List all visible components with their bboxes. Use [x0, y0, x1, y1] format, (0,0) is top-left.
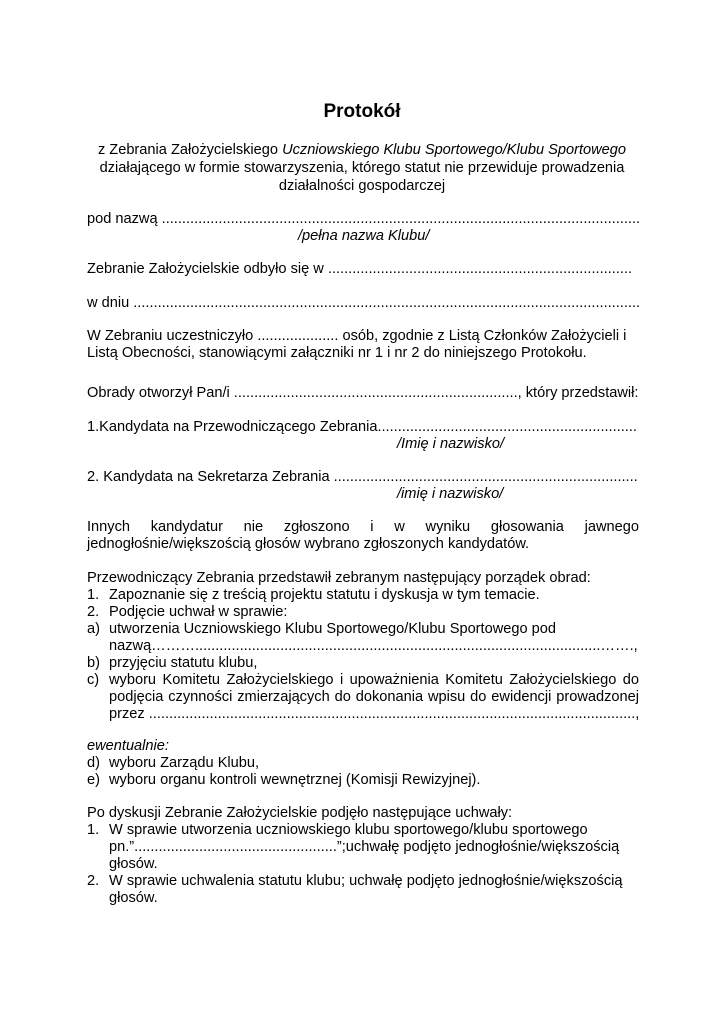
club-name-hint: /pełna nazwa Klubu/: [298, 228, 430, 244]
intro-club-type: Uczniowskiego Klubu Sportowego/Klubu Sportowego: [282, 142, 627, 158]
resolution-number-1: 1.: [87, 822, 100, 838]
agenda-item-2: Podjęcie uchwał w sprawie:: [109, 604, 288, 620]
agenda-letter-b: b): [87, 655, 100, 671]
intro-line-2: działającego w formie stowarzyszenia, którego statut nie przewiduje prowadzenia: [99, 160, 625, 176]
resolution-1-line-1: W sprawie utworzenia uczniowskiego klubu sportowego/klubu sportowego: [109, 822, 588, 838]
resolution-number-2: 2.: [87, 873, 100, 889]
resolution-2-line-2: głosów.: [109, 890, 158, 906]
chair-candidate-field: 1.Kandydata na Przewodniczącego Zebrania................................................................: [87, 419, 637, 435]
agenda-optional-label: ewentualnie:: [87, 738, 169, 754]
agenda-item-c-line-3: przez ........................................................................................................................,: [109, 706, 640, 722]
agenda-item-a-line-1: utworzenia Uczniowskiego Klubu Sportowego/Klubu Sportowego pod: [109, 621, 557, 637]
agenda-item-1: Zapoznanie się z treścią projektu statutu i dyskusja w tym temacie.: [109, 587, 540, 603]
agenda-number-2: 2.: [87, 604, 100, 620]
no-other-candidates-line-1: Innych kandydatur nie zgłoszono i w wyniku głosowania jawnego: [87, 519, 639, 535]
participants-line-2: Listą Obecności, stanowiącymi załączniki nr 1 i nr 2 do niniejszego Protokołu.: [87, 345, 587, 361]
meeting-place-field: Zebranie Założycielskie odbyło się w ...........................................................................: [87, 261, 632, 277]
agenda-intro: Przewodniczący Zebrania przedstawił zebranym następujący porządek obrad:: [87, 570, 591, 586]
intro-line-3: działalności gospodarczej: [278, 178, 446, 194]
meeting-date-field: w dniu .............................................................................................................................: [87, 295, 641, 311]
agenda-item-c-line-2: podjęcia czynności zmierzających do dokonania wpisu do ewidencji prowadzonej: [109, 689, 639, 705]
resolution-1-line-3: głosów.: [109, 856, 158, 872]
resolution-1-line-2: pn.”..................................................”;uchwałę podjęto jednogłośnie/większością: [109, 839, 620, 855]
secretary-candidate-hint: /imię i nazwisko/: [397, 486, 504, 502]
participants-line-1: W Zebraniu uczestniczyło .................... osób, zgodnie z Listą Członków Założycieli i: [87, 328, 627, 344]
agenda-letter-c: c): [87, 672, 100, 688]
club-name-field: pod nazwą ......................................................................................................................: [87, 211, 641, 227]
agenda-item-b: przyjęciu statutu klubu,: [109, 655, 258, 671]
agenda-item-d: wyboru Zarządu Klubu,: [109, 755, 260, 771]
agenda-letter-d: d): [87, 755, 100, 771]
intro-line-1: [0, 141, 724, 159]
chair-candidate-hint: /Imię i nazwisko/: [397, 436, 505, 452]
resolutions-intro: Po dyskusji Zebranie Założycielskie podjęło następujące uchwały:: [87, 805, 513, 821]
agenda-letter-a: a): [87, 621, 100, 637]
agenda-item-a-line-2: nazwą………....................................................................................................…….,: [109, 638, 638, 654]
document-title: Protokół: [323, 101, 401, 122]
agenda-item-e: wyboru organu kontroli wewnętrznej (Komisji Rewizyjnej).: [109, 772, 481, 788]
intro-prefix: z Zebrania Założycielskiego: [97, 142, 283, 158]
agenda-item-c-line-1: wyboru Komitetu Założycielskiego i upoważnienia Komitetu Założycielskiego do: [109, 672, 639, 688]
no-other-candidates-line-2: jednogłośnie/większością głosów wybrano zgłoszonych kandydatów.: [87, 536, 530, 552]
resolution-2-line-1: W sprawie uchwalenia statutu klubu; uchwałę podjęto jednogłośnie/większością: [109, 873, 623, 889]
agenda-letter-e: e): [87, 772, 100, 788]
opened-by-field: Obrady otworzył Pan/i ......................................................................, który przedstawił:: [87, 385, 639, 401]
secretary-candidate-field: 2. Kandydata na Sekretarza Zebrania ...........................................................................: [87, 469, 638, 485]
agenda-number-1: 1.: [87, 587, 100, 603]
